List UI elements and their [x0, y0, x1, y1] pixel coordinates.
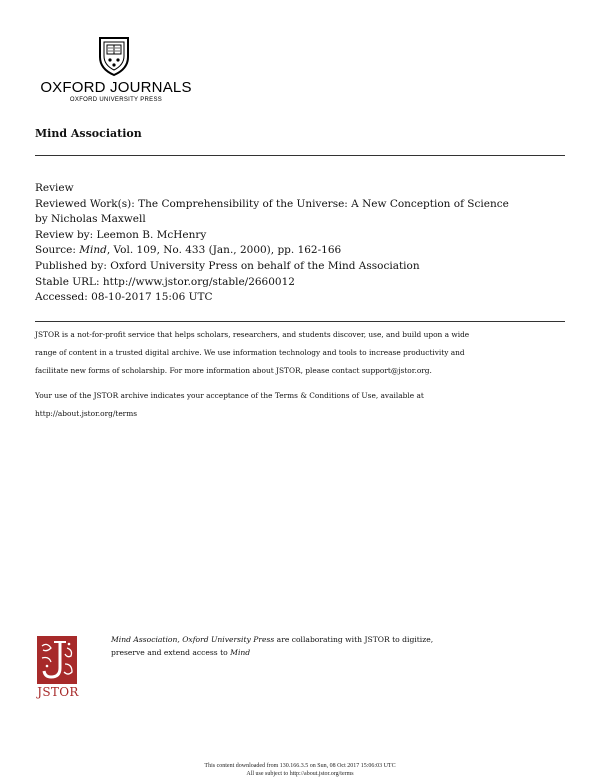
oxford-university-press-logo-text: OXFORD UNIVERSITY PRESS [69, 97, 163, 103]
oxford-crest-icon [97, 35, 131, 77]
publisher: Published by: Oxford University Press on behalf of the Mind Association [35, 259, 420, 272]
source [35, 243, 565, 259]
terms-line: Your use of the JSTOR archive indicates your acceptance of the Terms & Conditions of Use, available at [35, 391, 424, 400]
footer-line: All use subject to http://about.jstor.org/terms [246, 771, 354, 777]
divider [35, 321, 565, 322]
source-details: , Vol. 109, No. 433 (Jan., 2000), pp. 162-166 [106, 244, 342, 257]
source-journal: Mind [79, 244, 107, 257]
jstor-notice [35, 326, 565, 380]
source-label: Source: [35, 244, 80, 257]
terms-line [35, 405, 565, 423]
stable-url-label: Stable URL: [35, 275, 103, 288]
terms-notice [35, 387, 565, 423]
oxford-journals-logo-text: OXFORD JOURNALS [40, 79, 192, 96]
reviewed-work-author: by Nicholas Maxwell [35, 213, 146, 226]
jstor-logo-text: JSTOR [37, 685, 79, 699]
journal-name: Mind [230, 647, 251, 657]
support-email-link[interactable]: support@jstor.org [361, 366, 430, 375]
download-footer [0, 762, 600, 778]
stable-url-link[interactable]: http://www.jstor.org/stable/2660012 [102, 275, 295, 288]
jstor-emblem-icon [37, 636, 77, 684]
terms-link[interactable]: http://about.jstor.org/terms [35, 409, 138, 418]
footer-line: This content downloaded from 130.166.3.5 on Sun, 08 Oct 2017 15:06:03 UTC [204, 763, 396, 769]
accessed-date: Accessed: 08-10-2017 15:06 UTC [35, 291, 213, 304]
notice-line: facilitate new forms of scholarship. For more information about JSTOR, please contact support@jstor.org. [35, 366, 432, 375]
notice-line: JSTOR is a not-for-profit service that helps scholars, researchers, and students discover, use, and build upon a wide [35, 330, 470, 339]
collaborators: Mind Association, Oxford University Press [111, 635, 275, 644]
citation-block [35, 181, 565, 306]
review-author: Review by: Leemon B. McHenry [35, 228, 207, 241]
association-title: Mind Association [35, 127, 142, 140]
divider [35, 155, 565, 156]
collaboration-statement: Mind Association, Oxford University Press are collaborating with JSTOR to digitize, preserve and extend access to Mind [111, 635, 434, 657]
item-type: Review [35, 182, 74, 194]
notice-line: range of content in a trusted digital archive. We use information technology and tools to increase productivity and [35, 348, 465, 357]
jstor-logo-icon [37, 636, 77, 684]
stable-url [35, 275, 565, 291]
reviewed-work: Reviewed Work(s): The Comprehensibility of the Universe: A New Conception of Science [35, 197, 509, 210]
